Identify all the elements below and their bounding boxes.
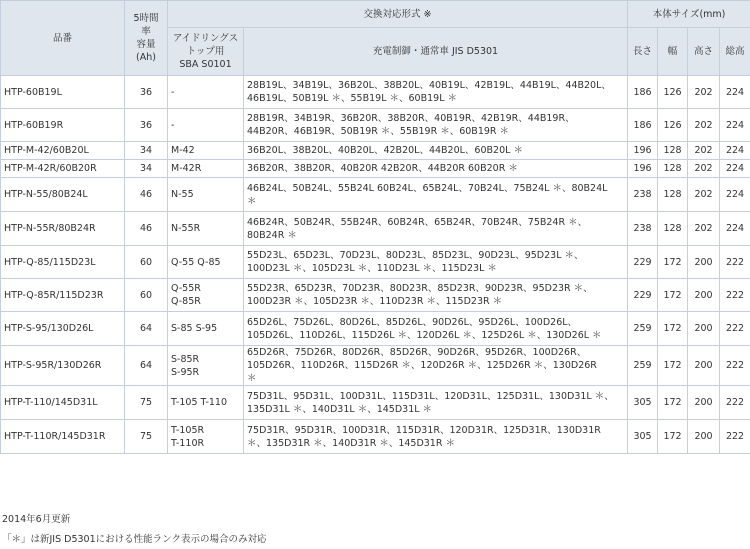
header-dims-group: 本体サイズ(mm) <box>628 1 750 28</box>
compat-cell-line: 36B20R、38B20R、40B20R 42B20R、44B20R 60B20R ＊ <box>247 163 518 174</box>
table-row <box>1 76 750 109</box>
compat-cell <box>244 386 628 420</box>
total-height-cell: 224 <box>720 109 750 142</box>
width-cell: 128 <box>658 160 688 178</box>
compat-cell-line: 55D23R、65D23R、70D23R、80D23R、85D23R、90D23R、95D23R ＊、 <box>247 283 593 294</box>
compat-cell <box>244 142 628 160</box>
length-cell: 196 <box>628 142 658 160</box>
header-idling-line: トップ用 <box>186 46 225 57</box>
compat-cell-line: ＊ <box>247 373 257 384</box>
model-cell: HTP-S-95R/130D26R <box>1 346 125 386</box>
model-cell: HTP-N-55R/80B24R <box>1 212 125 246</box>
table-row <box>1 346 750 386</box>
idling-cell-line: S-95R <box>171 366 200 378</box>
idling-cell <box>168 142 244 160</box>
length-cell: 305 <box>628 420 658 454</box>
header-idling-line: アイドリングス <box>172 33 239 44</box>
idling-cell <box>168 212 244 246</box>
capacity-cell: 60 <box>125 279 168 312</box>
width-cell: 128 <box>658 212 688 246</box>
table-row <box>1 109 750 142</box>
compat-cell-line: 55D23L、65D23L、70D23L、80D23L、85D23L、90D23L、95D23L ＊、 <box>247 250 584 261</box>
idling-cell <box>168 109 244 142</box>
idling-cell-line: N-55R <box>171 223 201 234</box>
header-capacity-line: 容量 <box>136 39 156 50</box>
idling-cell <box>168 160 244 178</box>
capacity-cell: 60 <box>125 246 168 279</box>
length-cell: 259 <box>628 346 658 386</box>
capacity-cell: 36 <box>125 109 168 142</box>
capacity-cell: 46 <box>125 212 168 246</box>
length-cell: 238 <box>628 212 658 246</box>
table-body <box>1 76 750 454</box>
model-cell: HTP-M-42/60B20L <box>1 142 125 160</box>
compat-cell-line: 75D31R、95D31R、100D31R、115D31R、120D31R、125D31R、130D31R <box>247 424 601 436</box>
compat-cell-line: 80B24R ＊ <box>247 229 297 241</box>
model-cell: HTP-T-110R/145D31R <box>1 420 125 454</box>
capacity-cell: 64 <box>125 312 168 346</box>
compat-cell <box>244 212 628 246</box>
capacity-cell: 75 <box>125 386 168 420</box>
idling-cell <box>168 246 244 279</box>
compat-cell-line: 28B19L、34B19L、36B20L、38B20L、40B19L、42B19L、44B19L、44B20L、 <box>247 80 611 91</box>
length-cell: 186 <box>628 109 658 142</box>
compat-cell-line: 65D26L、75D26L、80D26L、85D26L、90D26L、95D26L、100D26L、 <box>247 316 578 328</box>
table-row <box>1 386 750 420</box>
compat-cell-line: 46B24L、50B24L、55B24L 60B24L、65B24L、70B24L、75B24L ＊、80B24L <box>247 182 608 194</box>
idling-cell <box>168 346 244 386</box>
idling-cell <box>168 420 244 454</box>
total-height-cell: 224 <box>720 178 750 212</box>
header-total-height: 総高 <box>720 28 750 76</box>
idling-cell-line: M-42 <box>171 145 195 156</box>
total-height-cell: 222 <box>720 312 750 346</box>
table-row <box>1 178 750 212</box>
header-idling <box>168 28 244 76</box>
height-cell: 200 <box>688 420 720 454</box>
height-cell: 200 <box>688 386 720 420</box>
height-cell: 202 <box>688 160 720 178</box>
width-cell: 126 <box>658 76 688 109</box>
header-height: 高さ <box>688 28 720 76</box>
model-cell: HTP-Q-85R/115D23R <box>1 279 125 312</box>
compat-cell-line: 28B19R、34B19R、36B20R、38B20R、40B19R、42B19R、44B19R、 <box>247 113 575 124</box>
idling-cell-line: T-105 T-110 <box>171 397 228 408</box>
model-cell: HTP-S-95/130D26L <box>1 312 125 346</box>
compat-cell-line: ＊ <box>247 195 257 207</box>
table-row <box>1 160 750 178</box>
idling-cell-line: S-85 S-95 <box>171 323 218 334</box>
capacity-cell: 36 <box>125 76 168 109</box>
idling-cell <box>168 76 244 109</box>
header-length: 長さ <box>628 28 658 76</box>
table-row <box>1 279 750 312</box>
idling-cell-line: - <box>171 119 175 131</box>
compat-cell <box>244 346 628 386</box>
height-cell: 202 <box>688 212 720 246</box>
idling-cell-line: T-105R <box>171 424 205 436</box>
length-cell: 229 <box>628 246 658 279</box>
model-cell: HTP-M-42R/60B20R <box>1 160 125 178</box>
length-cell: 238 <box>628 178 658 212</box>
model-cell: HTP-T-110/145D31L <box>1 386 125 420</box>
capacity-cell: 34 <box>125 142 168 160</box>
model-cell: HTP-Q-85/115D23L <box>1 246 125 279</box>
compat-cell-line: 44B20R、46B19R、50B19R ＊、55B19R ＊、60B19R ＊ <box>247 126 510 137</box>
model-cell: HTP-60B19R <box>1 109 125 142</box>
total-height-cell: 222 <box>720 346 750 386</box>
compat-cell <box>244 160 628 178</box>
idling-cell <box>168 386 244 420</box>
compat-cell-line: 46B19L、50B19L ＊、55B19L ＊、60B19L ＊ <box>247 93 458 104</box>
compat-cell <box>244 279 628 312</box>
total-height-cell: 222 <box>720 420 750 454</box>
height-cell: 200 <box>688 346 720 386</box>
compat-cell-line: 100D23R ＊、105D23R ＊、110D23R ＊、115D23R ＊ <box>247 296 503 307</box>
compat-cell-line: 36B20L、38B20L、40B20L、42B20L、44B20L、60B20L ＊ <box>247 145 523 156</box>
compat-cell <box>244 76 628 109</box>
idling-cell-line: M-42R <box>171 163 202 174</box>
width-cell: 172 <box>658 246 688 279</box>
length-cell: 229 <box>628 279 658 312</box>
asterisk-note: 「＊」は新JIS D5301における性能ランク表示の場合のみ対応 <box>2 534 267 545</box>
compat-cell <box>244 420 628 454</box>
width-cell: 172 <box>658 312 688 346</box>
height-cell: 202 <box>688 76 720 109</box>
table-row <box>1 212 750 246</box>
compat-cell <box>244 312 628 346</box>
length-cell: 305 <box>628 386 658 420</box>
height-cell: 200 <box>688 279 720 312</box>
table-row <box>1 246 750 279</box>
width-cell: 128 <box>658 142 688 160</box>
length-cell: 186 <box>628 76 658 109</box>
header-model: 品番 <box>1 1 125 76</box>
header-compat-group: 交換対応形式 ※ <box>168 1 628 28</box>
height-cell: 202 <box>688 178 720 212</box>
header-charge: 充電制御・通常車 JIS D5301 <box>244 28 628 76</box>
height-cell: 200 <box>688 312 720 346</box>
total-height-cell: 224 <box>720 212 750 246</box>
compat-cell <box>244 246 628 279</box>
idling-cell-line: N-55 <box>171 189 194 200</box>
width-cell: 172 <box>658 386 688 420</box>
idling-cell <box>168 312 244 346</box>
total-height-cell: 222 <box>720 386 750 420</box>
compat-cell-line: 65D26R、75D26R、80D26R、85D26R、90D26R、95D26R、100D26R、 <box>247 347 587 358</box>
capacity-cell: 64 <box>125 346 168 386</box>
compat-cell-line: 105D26L、110D26L、115D26L ＊、120D26L ＊、125D26L ＊、130D26L ＊ <box>247 329 602 341</box>
capacity-cell: 34 <box>125 160 168 178</box>
table-row <box>1 142 750 160</box>
width-cell: 128 <box>658 178 688 212</box>
header-capacity-line: 5時間 <box>133 13 159 24</box>
header-capacity-line: (Ah) <box>136 52 156 63</box>
width-cell: 172 <box>658 420 688 454</box>
compat-cell <box>244 109 628 142</box>
table-row <box>1 312 750 346</box>
compat-cell-line: 100D23L ＊、105D23L ＊、110D23L ＊、115D23L ＊ <box>247 263 497 274</box>
total-height-cell: 222 <box>720 279 750 312</box>
total-height-cell: 222 <box>720 246 750 279</box>
width-cell: 172 <box>658 279 688 312</box>
header-capacity-line: 率 <box>141 26 151 37</box>
header-capacity <box>125 1 168 76</box>
compat-cell <box>244 178 628 212</box>
table-row <box>1 420 750 454</box>
height-cell: 202 <box>688 142 720 160</box>
idling-cell-line: Q-55 Q-85 <box>171 256 221 268</box>
total-height-cell: 224 <box>720 160 750 178</box>
idling-cell-line: - <box>171 86 175 98</box>
idling-cell-line: S-85R <box>171 353 200 365</box>
capacity-cell: 46 <box>125 178 168 212</box>
height-cell: 200 <box>688 246 720 279</box>
idling-cell-line: Q-55R <box>171 283 201 294</box>
compat-cell-line: ＊、135D31R ＊、140D31R ＊、145D31R ＊ <box>247 437 455 449</box>
idling-cell-line: T-110R <box>171 437 205 449</box>
header-width: 幅 <box>658 28 688 76</box>
total-height-cell: 224 <box>720 142 750 160</box>
capacity-cell: 75 <box>125 420 168 454</box>
idling-cell <box>168 279 244 312</box>
idling-cell-line: Q-85R <box>171 296 201 307</box>
length-cell: 259 <box>628 312 658 346</box>
height-cell: 202 <box>688 109 720 142</box>
update-note: 2014年6月更新 <box>2 514 71 525</box>
width-cell: 126 <box>658 109 688 142</box>
compat-cell-line: 135D31L ＊、140D31L ＊、145D31L ＊ <box>247 403 433 415</box>
compat-cell-line: 105D26R、110D26R、115D26R ＊、120D26R ＊、125D26R ＊、130D26R <box>247 360 597 371</box>
compat-cell-line: 75D31L、95D31L、100D31L、115D31L、120D31L、125D31L、130D31L ＊、 <box>247 390 614 402</box>
width-cell: 172 <box>658 346 688 386</box>
compat-cell-line: 46B24R、50B24R、55B24R、60B24R、65B24R、70B24R、75B24R ＊、 <box>247 216 588 228</box>
model-cell: HTP-N-55/80B24L <box>1 178 125 212</box>
header-idling-line: SBA S0101 <box>179 59 232 70</box>
length-cell: 196 <box>628 160 658 178</box>
model-cell: HTP-60B19L <box>1 76 125 109</box>
idling-cell <box>168 178 244 212</box>
total-height-cell: 224 <box>720 76 750 109</box>
